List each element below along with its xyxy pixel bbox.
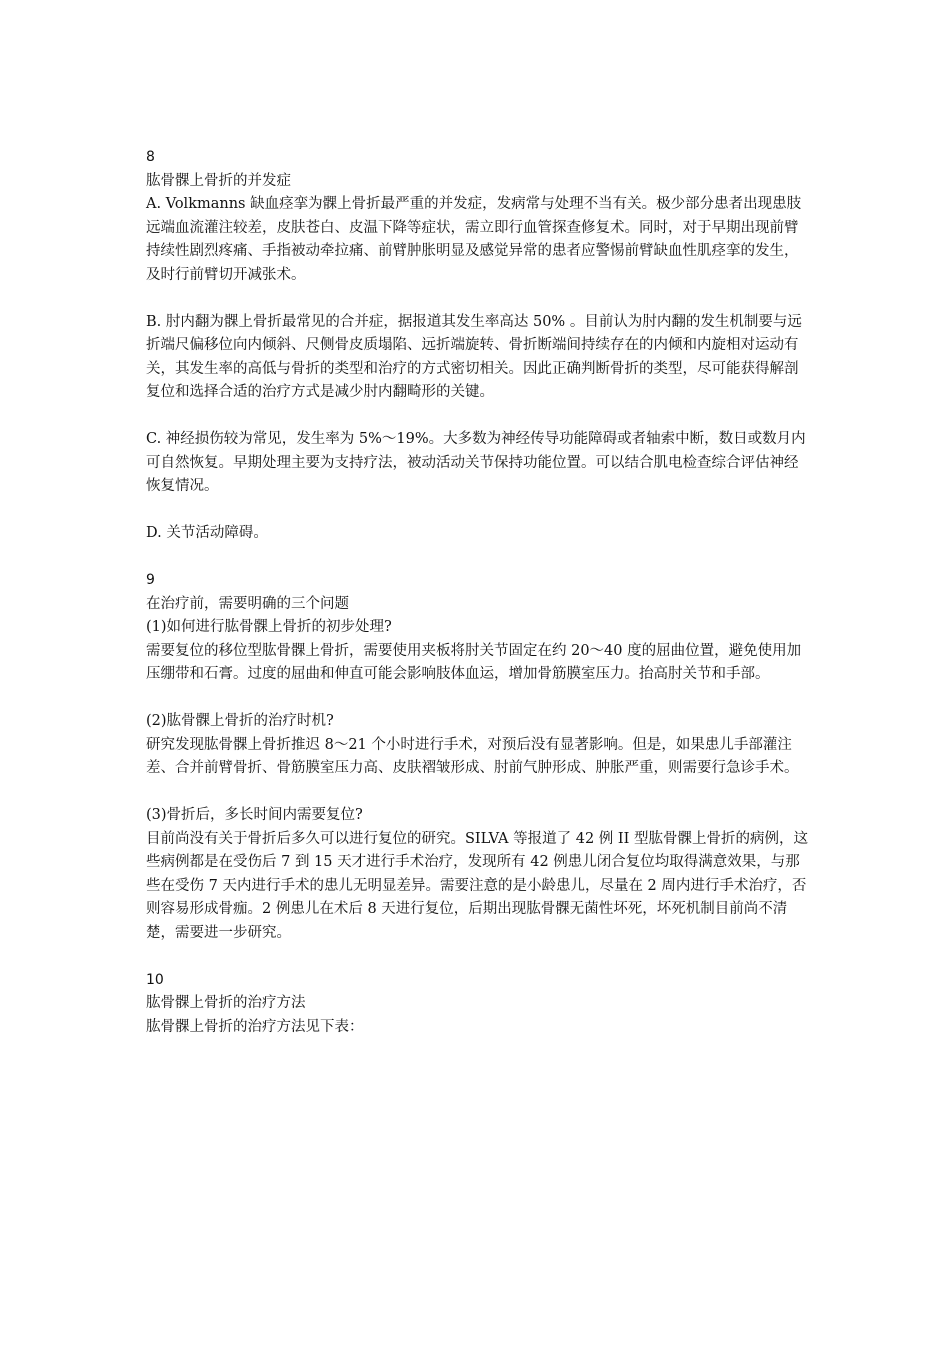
paragraph-a: A. Volkmanns 缺血痉挛为髁上骨折最严重的并发症，发病常与处理不当有关。极少部分患者出现患肢远端血流灌注较差，皮肤苍白、皮温下降等症状，需立即行血管探查修复术。同时，对于早期出现前臂持续性剧烈疼痛、手指被动牵拉痛、前臂肿胀明显及感觉异常的患者应警惕前臂缺血性肌痉挛的发生，及时行前臂切开减张术。 — [146, 196, 802, 283]
section-number: 9 — [146, 572, 155, 588]
section-number: 8 — [146, 149, 155, 165]
answer-1: 需要复位的移位型肱骨髁上骨折，需要使用夹板将肘关节固定在约 20～40 度的屈曲位置，避免使用加压绷带和石膏。过度的屈曲和伸直可能会影响肢体血运，增加骨筋膜室压力。抬高肘关节和手部。 — [146, 642, 802, 682]
spacer — [146, 945, 810, 969]
section-title: 肱骨髁上骨折的治疗方法 — [146, 995, 306, 1011]
document-body — [146, 146, 810, 1039]
spacer — [146, 546, 810, 570]
section-number: 10 — [146, 971, 164, 988]
section-title: 肱骨髁上骨折的并发症 — [146, 172, 291, 189]
spacer — [146, 781, 810, 805]
spacer — [146, 287, 810, 311]
section-title: 在治疗前，需要明确的三个问题 — [146, 595, 349, 612]
question-3: (3)骨折后，多长时间内需要复位? — [146, 807, 363, 823]
answer-3: 目前尚没有关于骨折后多久可以进行复位的研究。SILVA 等报道了 42 例 II 型肱骨髁上骨折的病例，这些病例都是在受伤后 7 到 15 天才进行手术治疗，发现所有 42 例患儿闭合复位均取得满意效果，与那些在受伤 7 天内进行手术的患儿无明显差异。需要注意的是小龄患儿，尽量在 2 周内进行手术治疗，否则容易形成骨痂。2 例患儿在术后 8 天进行复位，后期出现肱骨髁无菌性坏死，坏死机制目前尚不清楚，需要进一步研究。 — [146, 830, 808, 941]
spacer — [146, 405, 810, 429]
question-1: (1)如何进行肱骨髁上骨折的初步处理? — [146, 619, 392, 635]
intro-line: 肱骨髁上骨折的治疗方法见下表： — [146, 1018, 364, 1035]
spacer — [146, 687, 810, 711]
paragraph-c: C. 神经损伤较为常见，发生率为 5%～19%。大多数为神经传导功能障碍或者轴索中断，数日或数月内可自然恢复。早期处理主要为支持疗法，被动活动关节保持功能位置。可以结合肌电检查综合评估神经恢复情况。 — [146, 431, 806, 494]
question-2: (2)肱骨髁上骨折的治疗时机? — [146, 713, 334, 729]
answer-2: 研究发现肱骨髁上骨折推迟 8～21 个小时进行手术，对预后没有显著影响。但是，如果患儿手部灌注差、合并前臂骨折、骨筋膜室压力高、皮肤褶皱形成、肘前气肿形成、肿胀严重，则需要行急诊手术。 — [146, 736, 799, 776]
paragraph-b: B. 肘内翻为髁上骨折最常见的合并症，据报道其发生率高达 50% 。目前认为肘内翻的发生机制要与远折端尺偏移位向内倾斜、尺侧骨皮质塌陷、远折端旋转、骨折断端间持续存在的内倾和内旋相对运动有关，其发生率的高低与骨折的类型和治疗的方式密切相关。因此正确判断骨折的类型，尽可能获得解剖复位和选择合适的治疗方式是减少肘内翻畸形的关键。 — [146, 313, 802, 400]
paragraph-d: D. 关节活动障碍。 — [146, 525, 268, 541]
spacer — [146, 499, 810, 523]
